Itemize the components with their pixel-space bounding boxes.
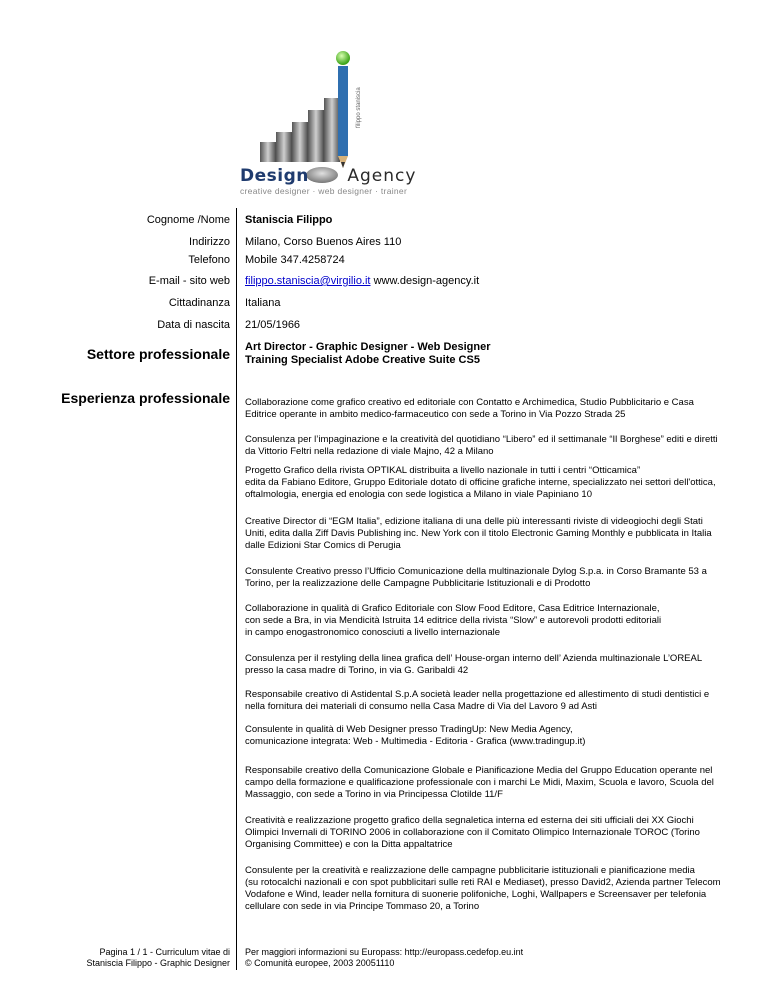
experience-line: con sede a Bra, in via Mendicità Istruita 14 editrice della rivista “Slow” e autorevoli prodotti editoriali [245,615,662,626]
footer-europass-info [245,947,523,969]
settore-text [245,341,491,367]
experience-item [245,516,745,552]
value-address: Milano, Corso Buenos Aires 110 [245,236,402,248]
value-birthdate: 21/05/1966 [245,319,301,331]
email-link[interactable]: filippo.staniscia@virgilio.it [245,275,371,287]
label-name: Cognome /Nome [146,214,230,226]
vertical-divider [236,208,237,970]
experience-line: campo della formazione e qualificazione professionale con i marchi Le Midi, Maxim, Scuola e lavoro, Scuola del [245,777,714,788]
experience-line: Collaborazione in qualità di Grafico Editoriale con Slow Food Editore, Casa Editrice Internazionale, [245,603,660,614]
experience-line: Responsabile creativo della Comunicazione Globale e Pianificazione Media del Gruppo Education operante nel [245,765,713,776]
experience-line: Massaggio, con sede a Torino in via Principessa Clotilde 11/F [245,789,503,800]
label-phone: Telefono [188,254,230,266]
experience-item [245,724,745,748]
experience-line: Consulenza per l’impaginazione e la creatività del quotidiano “Libero” ed il settimanale “Il Borghese” editi e diretti [245,434,718,445]
brand-agency: Agency [347,166,417,186]
value-citizenship: Italiana [245,297,281,309]
footer-page-info [86,947,230,969]
settore-line-2: Training Specialist Adobe Creative Suite CS5 [245,354,480,366]
experience-line: Consulente in qualità di Web Designer presso TradingUp: New Media Agency, [245,724,573,735]
label-email-site: E-mail - sito web [148,275,230,287]
experience-line: Consulente Creativo presso l’Ufficio Comunicazione della multinazionale Dylog S.p.a. in Corso Bramante 53 a [245,566,707,577]
section-esperienza-title: Esperienza professionale [61,390,230,406]
experience-item [245,603,745,639]
experience-line: Torino, per la realizzazione delle Campagne Pubblicitarie Istituzionali e di Prodotto [245,578,591,589]
experience-line: presso la casa madre di Torino, in via G. Garibaldi 42 [245,665,469,676]
experience-line: Organising Committee) e con la Ditta appaltatrice [245,839,453,850]
brand-design: Design [240,166,309,186]
website-text: www.design-agency.it [373,275,480,287]
experience-item [245,865,745,913]
experience-line: Uniti, edita dalla Ziff Davis Publishing inc. New York con il titolo Electronic Gaming Monthly e pubblicata in Italia [245,528,712,539]
experience-line: cellulare con sede in via Principe Tommaso 20, a Torino [245,901,480,912]
label-birthdate: Data di nascita [157,319,230,331]
experience-item [245,653,745,677]
experience-line: Collaborazione come grafico creativo ed editoriale con Contatto e Archimedica, Studio Pubblicitario e Casa [245,397,694,408]
logo-tagline: creative designer · web designer · trainer [240,186,408,196]
experience-line: dalle Edizioni Star Comics di Perugia [245,540,401,551]
experience-line: comunicazione integrata: Web - Multimedia - Editoria - Grafica (www.tradingup.it) [245,736,586,747]
value-phone: Mobile 347.4258724 [245,254,345,266]
footer-right-line-2: © Comunità europee, 2003 20051110 [245,958,395,968]
svg-text:filippo staniscia: filippo staniscia [356,87,362,128]
experience-item [245,434,745,458]
experience-item [245,566,745,590]
experience-line: oftalmologia, energia ed enologia con sede logistica a Milano in viale Papiniano 10 [245,489,592,500]
value-email-site [245,275,479,287]
experience-line: Vodafone e Wind, leader nella fornitura di suonerie polifoniche, Loghi, Wallpapers e Screensaver per telefonia [245,889,707,900]
experience-line: da Vittorio Feltri nella redazione di viale Majno, 42 a Milano [245,446,494,457]
experience-line: Progetto Grafico della rivista OPTIKAL distribuita a livello nazionale in tutti i centri “Otticamica” [245,465,641,476]
experience-item [245,815,745,851]
experience-line: Editrice operante in ambito medico-farmaceutico con sede a Torino in Via Pozzo Strada 25 [245,409,626,420]
experience-line: in campo enogastronomico conosciuti a livello internazionale [245,627,501,638]
section-settore-title: Settore professionale [86,346,230,362]
footer-left-line-1: Pagina 1 / 1 - Curriculum vitae di [99,947,230,957]
experience-line: Consulenza per il restyling della linea grafica dell’ House-organ interno dell’ Azienda multinazionale L’OREAL [245,653,703,664]
experience-line: Responsabile creativo di Astidental S.p.A società leader nella progettazione ed allestimento di studi dentistici e [245,689,710,700]
experience-item [245,765,745,801]
experience-line: (su rotocalchi nazionali e con spot pubblicitari sulle reti RAI e Mediaset), presso David2, Azienda partner Telecom [245,877,721,888]
experience-item [245,397,745,421]
footer-left-line-2: Staniscia Filippo - Graphic Designer [86,958,230,968]
experience-line: edita da Fabiano Editore, Gruppo Editoriale dotato di officine grafiche interne, specializzato nei settori dell'ottica, [245,477,716,488]
label-address: Indirizzo [189,236,230,248]
label-citizenship: Cittadinanza [168,297,230,309]
experience-line: nella fornitura dei materiali di consumo nella Casa Madre di Via del Lavoro 9 ad Asti [245,701,598,712]
value-name: Staniscia Filippo [245,214,333,226]
experience-item [245,465,745,501]
settore-line-1: Art Director - Graphic Designer - Web Designer [245,341,491,353]
experience-item [245,689,745,713]
experience-line: Consulente per la creatività e realizzazione delle campagne pubblicitarie istituzionali e pianificazione media [245,865,695,876]
logo-wordmark [240,166,440,196]
experience-line: Creatività e realizzazione progetto grafico della segnaletica interna ed esterna dei siti ufficiali dei XX Giochi [245,815,694,826]
experience-line: Olimpici Invernali di TORINO 2006 in collaborazione con il Comitato Olimpico Internazionale TOROC (Torino [245,827,700,838]
footer-right-line-1: Per maggiori informazioni su Europass: http://europass.cedefop.eu.int [245,947,524,957]
experience-line: Creative Director di “EGM Italia”, edizione italiana di una delle più interessanti riviste di videogiochi degli Stati [245,516,703,527]
